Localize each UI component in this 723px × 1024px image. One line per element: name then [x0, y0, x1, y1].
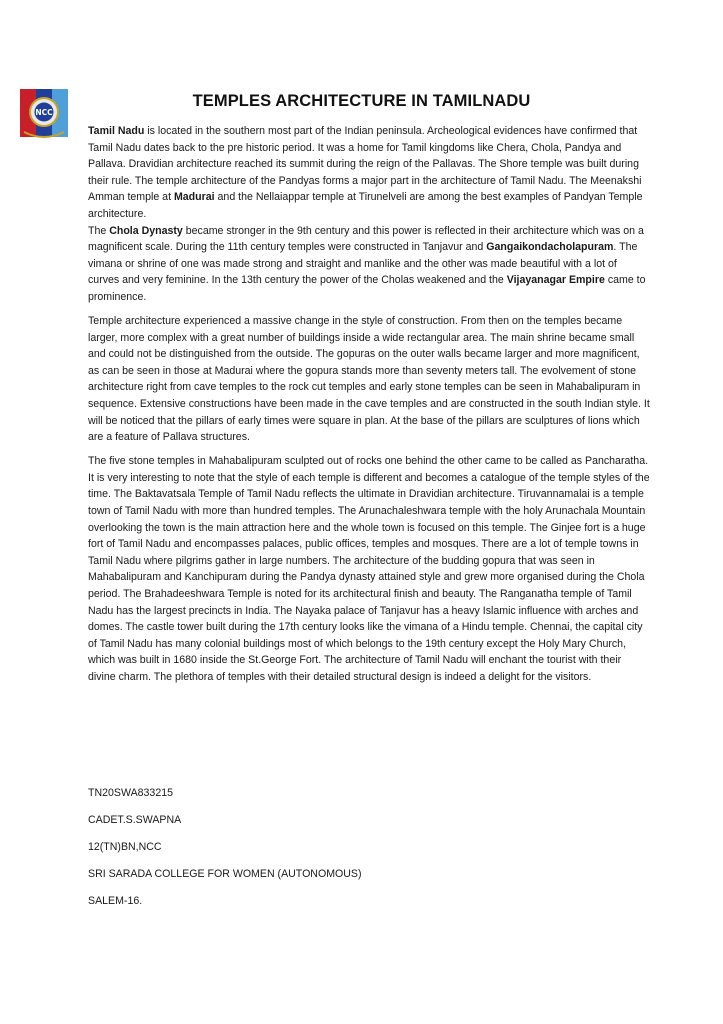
- paragraph-text: and the Nellaiappar temple at Tirunelveli are among the best examples of Pandyan Temple architecture.: [88, 191, 643, 220]
- paragraph-text: The: [88, 224, 110, 237]
- bold-term: Tamil Nadu: [88, 125, 145, 137]
- bold-term: Vijayanagar Empire: [506, 274, 605, 287]
- body-paragraph: [88, 123, 650, 223]
- signature-line: SALEM-16.: [88, 895, 143, 907]
- paragraph-text: is located in the southern most part of the Indian peninsula. Archeological evidences have confirmed that Tamil Nadu dates back to the pre historic period. It was a home for Tamil kingdoms like Chera, Chola, Pandya and Pallava. Dravidian architecture reached its summit during the reign of the Pallavas. The Shore temple was built during their rule. The temple architecture of the Pandyas forms a major part in the architecture of Tamil Nadu. The Meenakshi Amman temple at: [88, 125, 642, 204]
- body-paragraph: [88, 223, 650, 306]
- bold-term: Chola Dynasty: [109, 224, 183, 237]
- bold-term: Madurai: [173, 191, 215, 204]
- paragraph-text: Temple architecture experienced a massive change in the style of construction. From then on the temples became larger, more complex with a great number of buildings inside a wide rectangular area. The main shrine became small and could not be distinguished from the outside. The gopuras on the outer walls became larger and more magnificent, as can be seen in those at Madurai where the gopura stands more than seventy meters tall. The evolvement of stone architecture right from cave temples to the rock cut temples and early stone temples can be seen in Mahabalipuram in sequence. Extensive constructions have been made in the cave temples and are constructed in the south Indian style. It will be noticed that the pillars of early times were square in plan. At the base of the pillars are sculptures of lions which are a feature of Pallava structures.: [88, 315, 650, 444]
- ncc-logo-text: NCC: [35, 108, 53, 117]
- body-paragraph: [88, 453, 650, 685]
- paragraph-spacer: [88, 306, 650, 314]
- paragraph-text: became stronger in the 9th century and this power is reflected in their architecture which was on a magnificent scale. During the 11th century temples were constructed in Tanjavur and: [88, 224, 644, 254]
- article-body: [88, 123, 650, 686]
- signature-line: 12(TN)BN,NCC: [88, 841, 162, 853]
- bold-term: Gangaikondacholapuram: [486, 241, 614, 254]
- signature-line: TN20SWA833215: [88, 787, 173, 799]
- signature-line: SRI SARADA COLLEGE FOR WOMEN (AUTONOMOUS): [88, 868, 362, 880]
- paragraph-spacer: [88, 446, 650, 454]
- paragraph-text: The five stone temples in Mahabalipuram sculpted out of rocks one behind the other came to be called as Pancharatha. It is very interesting to note that the style of each temple is different and becomes a catalogue of the temple styles of the time. The Baktavatsala Temple of Tamil Nadu reflects the ultimate in Dravidian architecture. Tiruvannamalai is a temple town of Tamil Nadu with more than hundred temples. The Arunachaleshwara temple with the holy Arunachala Mountain overlooking the town is the main attraction here and the whole town is focused on this temple. The Ginjee fort is a huge fort of Tamil Nadu and encompasses palaces, public offices, temples and mosques. There are a lot of temple towns in Tamil Nadu where pilgrims gather in large numbers. The architecture of the budding gopura that was seen in Mahabalipuram and Kanchipuram during the Pandya dynasty attained style and grew more organised during the Chola period. The Brahadeeshwara Temple is noted for its architectural finish and beauty. The Ranganatha temple of Tamil Nadu has the largest precincts in India. The Nayaka palace of Tanjavur has a heavy Islamic influence with arches and domes. The castle tower built during the 17th century looks like the vimana of a Hindu temple. Chennai, the capital city of Tamil Nadu has many colonial buildings most of which belongs to the 19th century except the Holy Mary Church, which was built in 1680 inside the St.George Fort. The architecture of Tamil Nadu will enchant the tourist with their divine charm. The plethora of temples with their detailed structural design is indeed a delight for the visitors.: [88, 455, 650, 683]
- signature-block: [88, 785, 362, 920]
- paragraph-text: came to prominence.: [88, 274, 646, 303]
- paragraph-text: . The vimana or shrine of one was made strong and straight and manlike and the other was made beautiful with a lot of curves and very feminine. In the 13th century the power of the Cholas weakened and the: [88, 241, 638, 287]
- signature-line: CADET.S.SWAPNA: [88, 814, 182, 826]
- body-paragraph: [88, 313, 650, 446]
- page-title: TEMPLES ARCHITECTURE IN TAMILNADU: [192, 92, 531, 110]
